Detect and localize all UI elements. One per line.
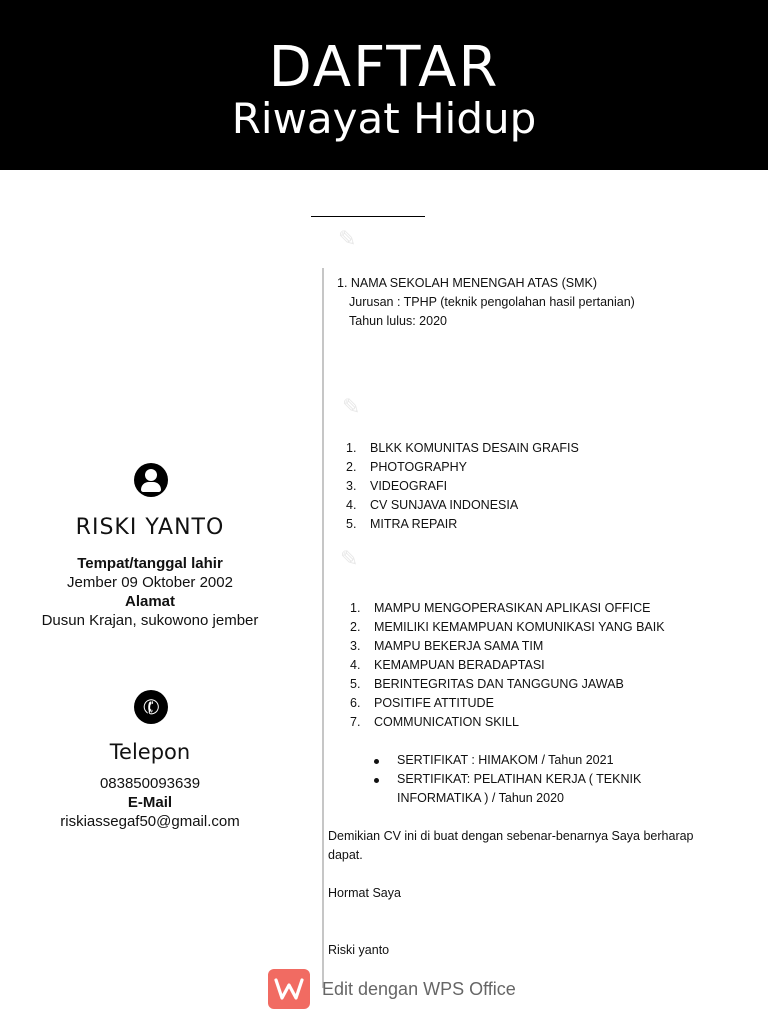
- email-label: E-Mail: [127, 794, 173, 811]
- phone-value: 083850093639: [99, 775, 201, 792]
- closing-text-continued: dapat.: [328, 848, 363, 862]
- phone-label: Telepon: [109, 740, 191, 764]
- closing-section: [328, 829, 694, 957]
- person-icon: [134, 463, 168, 497]
- section-rule: [311, 216, 425, 217]
- page-title: DAFTAR: [268, 35, 500, 100]
- address-value: Dusun Krajan, sukowono jember: [41, 612, 259, 629]
- birth-value: Jember 09 Oktober 2002: [67, 574, 233, 591]
- birth-label: Tempat/tanggal lahir: [77, 555, 223, 572]
- wps-edit-link[interactable]: [268, 969, 516, 1009]
- email-value: riskiassegaf50@gmail.com: [60, 813, 240, 830]
- profile-name: RISKI YANTO: [75, 515, 225, 540]
- education-graduation: Tahun lulus: 2020: [349, 314, 447, 328]
- regards-text: Hormat Saya: [328, 886, 401, 900]
- certificate-item-continued: INFORMATIKA ) / Tahun 2020: [397, 791, 564, 805]
- bullet-icon: [374, 778, 379, 783]
- address-label: Alamat: [124, 593, 176, 610]
- phone-icon: ✆: [134, 690, 168, 724]
- column-divider: [322, 268, 324, 988]
- education-major: Jurusan : TPHP (teknik pengolahan hasil pertanian): [349, 295, 635, 309]
- page-subtitle: Riwayat Hidup: [231, 94, 537, 143]
- faded-icon: ✎: [342, 394, 361, 419]
- faded-icon: ✎: [340, 546, 359, 571]
- signature-name: Riski yanto: [328, 943, 390, 957]
- wps-logo-icon: [268, 969, 310, 1009]
- bullet-icon: [374, 759, 379, 764]
- education-item: 1. NAMA SEKOLAH MENENGAH ATAS (SMK): [337, 276, 598, 290]
- wps-edit-text: Edit dengan WPS Office: [322, 978, 516, 999]
- closing-text: Demikian CV ini di buat dengan sebenar-benarnya Saya berharap: [328, 829, 694, 843]
- header-banner: [0, 0, 768, 170]
- certificate-item: SERTIFIKAT: PELATIHAN KERJA ( TEKNIK: [397, 772, 642, 786]
- certificate-item: SERTIFIKAT : HIMAKOM / Tahun 2021: [397, 753, 614, 767]
- faded-icon: ✎: [338, 226, 357, 251]
